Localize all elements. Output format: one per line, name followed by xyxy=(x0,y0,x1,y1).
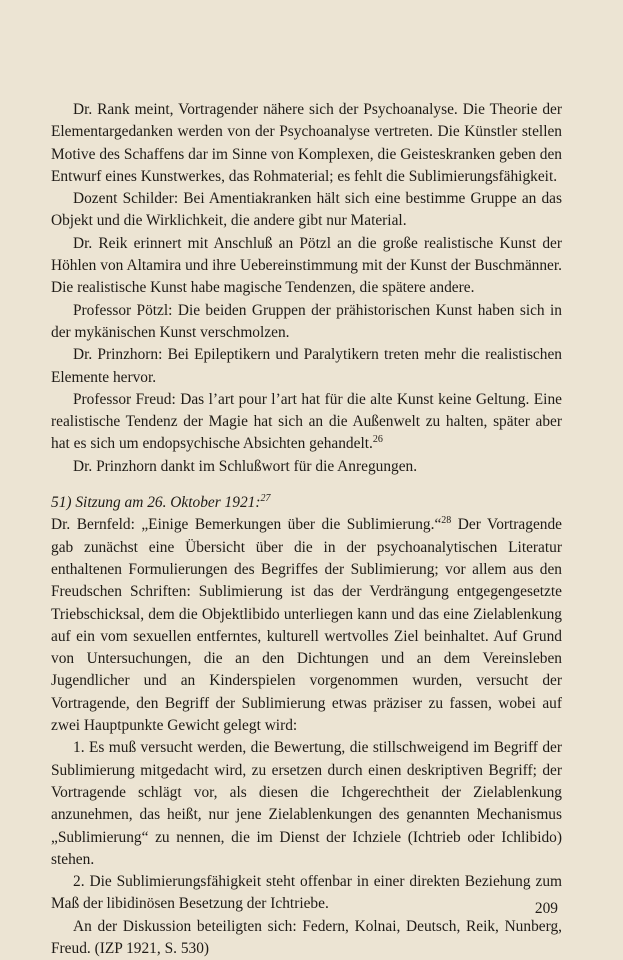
paragraph-text: Dr. Prinzhorn: Bei Epileptikern und Paralytikern treten mehr die realistischen Elemente hervor. xyxy=(51,346,562,386)
session-intro xyxy=(51,514,562,737)
page-number: 209 xyxy=(534,900,558,917)
session-intro-text: Der Vortragende gab zunächst eine Übersicht über die in der psychoanalytischen Literatur enthaltenen Formulierungen des Begriffes der Sublimierung; vor allem aus den Freudschen Schriften: Sublimierung ist das der Verdrängung entgegengesetzte Triebschicksal, dem die Objektlibido unterliegen kann und das eine Zielablenkung auf ein vom sexuellen entferntes, kulturell wertvolles Ziel beinhaltet. Auf Grund von Untersuchungen, die an den Dichtungen und an dem Vereinsleben Jugendlicher und an Kinderspielen vorgenommen wurden, versucht der Vortragende, den Begriff der Sublimierung etwas präziser zu fassen, wobei auf zwei Hauptpunkte Gewicht gelegt wird: xyxy=(51,516,562,735)
paragraph-text: 1. Es muß versucht werden, die Bewertung, die stillschweigend im Begriff der Sublimierung mitgedacht wird, zu ersetzen durch einen deskriptiven Begriff; der Vortragende schlägt vor, als diesen die Ichgerechtheit der Zielablenkung anzunehmen, das heißt, nur jene Zielablenkungen des genannten Mechanismus „Sublimierung“ zu nennen, die im Dienst der Ichziele (Ichtrieb oder Ichlibido) stehen. xyxy=(51,739,562,868)
paragraph-text: 2. Die Sublimierungsfähigkeit steht offenbar in einer direkten Beziehung zum Maß der libidinösen Besetzung der Ichtriebe. xyxy=(51,873,562,913)
paragraph-reik xyxy=(51,233,562,300)
footnote-marker: 27 xyxy=(260,493,271,505)
session-heading-text: 51) Sitzung am 26. Oktober 1921: xyxy=(51,494,261,512)
paragraph-text: Dr. Reik erinnert mit Anschluß an Pötzl an die große realistische Kunst der Höhlen von Altamira und ihre Uebereinstimmung mit der Kunst der Buschmänner. Die realistische Kunst habe magische Tendenzen, die spätere andere. xyxy=(51,234,562,297)
session-discussion xyxy=(51,916,562,960)
paragraph-text: Dozent Schilder: Bei Amentiakranken hält sich eine bestimme Gruppe an das Objekt und die Wirklichkeit, die andere gibt nur Material. xyxy=(51,190,562,230)
paragraph-text: Professor Pötzl: Die beiden Gruppen der prähistorischen Kunst haben sich in der mykänischen Kunst verschmolzen. xyxy=(51,301,562,341)
session-heading xyxy=(51,492,562,514)
paragraph-text: An der Diskussion beteiligten sich: Federn, Kolnai, Deutsch, Reik, Nunberg, Freud. (IZP 1921, S. 530) xyxy=(51,917,562,957)
paragraph-text: Dr. Rank meint, Vortragender nähere sich der Psychoanalyse. Die Theorie der Elementargedanken werden von der Psychoanalyse vertreten. Die Künstler stellen Motive des Schaffens dar im Sinne von Komplexen, die Geisteskranken geben den Entwurf eines Kunstwerkes, das Rohmaterial; es fehlt die Sublimierungsfähigkeit. xyxy=(51,101,562,185)
paragraph-text: Professor Freud: Das l’art pour l’art hat für die alte Kunst keine Geltung. Eine realistische Tendenz der Magie hat sich an die Außenwelt zu halten, später aber hat es sich um endopsychische Absichten gehandelt. xyxy=(51,390,562,453)
paragraph-rank xyxy=(51,99,562,188)
session-intro-title: Dr. Bernfeld: „Einige Bemerkungen über die Sublimierung.“ xyxy=(51,516,442,534)
paragraph-text: Dr. Prinzhorn dankt im Schlußwort für die Anregungen. xyxy=(73,457,418,475)
paragraph-prinzhorn xyxy=(51,344,562,389)
page-body xyxy=(51,99,562,960)
paragraph-schilder xyxy=(51,188,562,233)
footnote-marker: 26 xyxy=(372,434,383,446)
section-gap xyxy=(51,478,562,492)
footnote-marker: 28 xyxy=(441,515,452,527)
paragraph-freud xyxy=(51,389,562,456)
paragraph-prinzhorn-closing xyxy=(51,456,562,478)
session-point-1 xyxy=(51,737,562,871)
paragraph-poetzl xyxy=(51,300,562,345)
session-point-2 xyxy=(51,871,562,916)
